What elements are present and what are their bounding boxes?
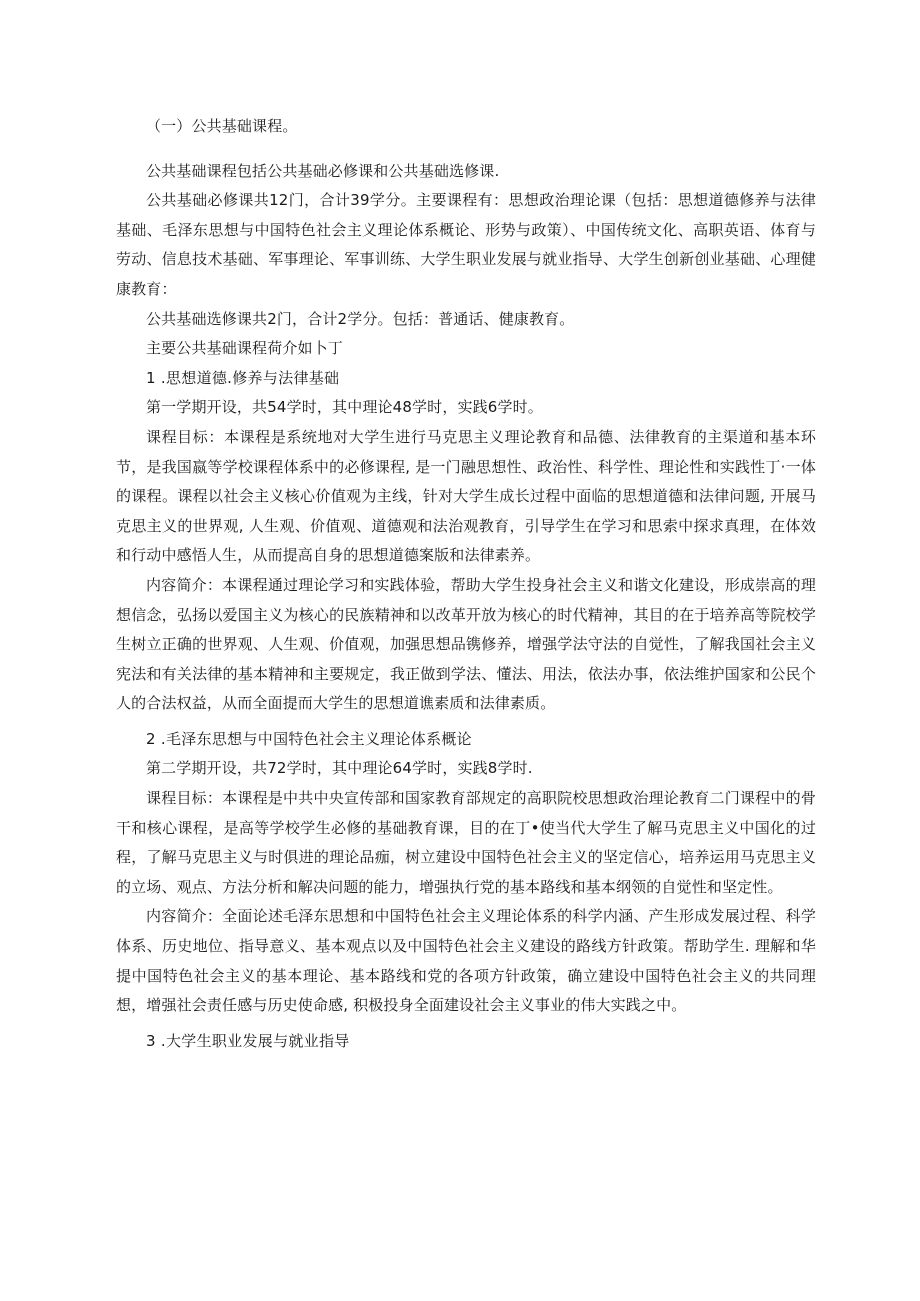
course-content-2: 内容简介：全面论述毛泽东思想和中国特色社会主义理论体系的科学内涵、产生形成发展过程、科学体系、历史地位、指导意义、基本观点以及中国特色社会主义建设的路线方针政策。帮助学生. 理解和华提中国特色社会主义的基本理论、基本路线和党的各项方针政策，确立建设中国特色社会主义的共同理想，增强社会责任感与历史使命感, 积极投身全面建设社会主义事业的伟大实践之中。 — [116, 907, 816, 1015]
course-schedule-2: 第二学期开设，共72学时，其中理论64学时，实践8学时. — [146, 759, 533, 778]
document-body — [116, 112, 816, 1056]
section-title: （一）公共基础课程。 — [146, 117, 298, 135]
intro-paragraph: 公共基础课程包括公共基础必修课和公共基础选修课. — [146, 161, 500, 180]
elective-courses-paragraph: 公共基础选修课共2门，合计2学分。包括：普通话、健康教育。 — [146, 309, 575, 328]
course-schedule-1: 第一学期开设，共54学时，其中理论48学时，实践6学时。 — [146, 398, 543, 417]
required-courses-paragraph: 公共基础必修课共12门，合计39学分。主要课程有：思想政治理论课（包括：思想道德修养与法律基础、毛泽东思想与中国特色社会主义理论体系概论、形势与政策）、中国传统文化、高职英语、体育与劳动、信息技术基础、军事理论、军事训练、大学生职业发展与就业指导、大学生创新创业基础、心理健康教育： — [116, 191, 816, 298]
course-heading-1: 1 .思想道德.修养与法律基础 — [146, 368, 340, 387]
course-heading-2: 2 .毛泽东思想与中国特色社会主义理论体系概论 — [146, 729, 472, 748]
course-content-1: 内容简介：本课程通过理论学习和实践体验，帮助大学生投身社会主义和谐文化建设，形成崇高的理想信念，弘扬以爱国主义为核心的民族精神和以改革开放为核心的时代精神，其目的在于培养高等院校学生树立正确的世界观、人生观、价值观，加强思想品镌修养，增强学法守法的自觉性，了解我国社会主义宪法和有关法律的基本精神和主要规定，我正做到学法、懂法、用法，依法办事，依法维护国家和公民个人的合法权益，从而全面提而大学生的思想道谯素质和法律素质。 — [116, 575, 816, 713]
courses-intro: 主要公共基础课程荷介如卜丁 — [146, 339, 343, 358]
course-goal-2: 课程目标：本课程是中共中央宣传部和国家教育部规定的高职院校思想政治理论教育二门课程中的骨干和核心课程，是高等学校学生必修的基础教育课，目的在丁•使当代大学生了解马克思主义中国化的过程，了解马克思主义与时俱进的理论品痂，树立建设中国特色社会主义的坚定信心，培养运用马克思主义的立场、观点、方法分析和解决问题的能力，增强执行党的基本路线和基本纲领的自觉性和坚定性。 — [116, 789, 816, 896]
course-goal-1: 课程目标：本课程是系统地对大学生进行马克思主义理论教育和品德、法律教育的主渠道和基本环节，是我国嬴等学校课程体系中的必修课程, 是一门融思想性、政治性、科学性、理论性和实践性丁·一体的课程。课程以社会主义核心价值观为主线，针对大学生成长过程中面临的思想道德和法律问题, 开展马克思主义的世界观, 人生观、价值观、道德观和法治观教育，引导学生在学习和思索中探求真理，在体效和行动中感悟人生，从而提高自身的思想道德案版和法律素养。 — [116, 427, 816, 565]
course-heading-3: 3 .大学生职业发展与就业指导 — [146, 1031, 350, 1050]
